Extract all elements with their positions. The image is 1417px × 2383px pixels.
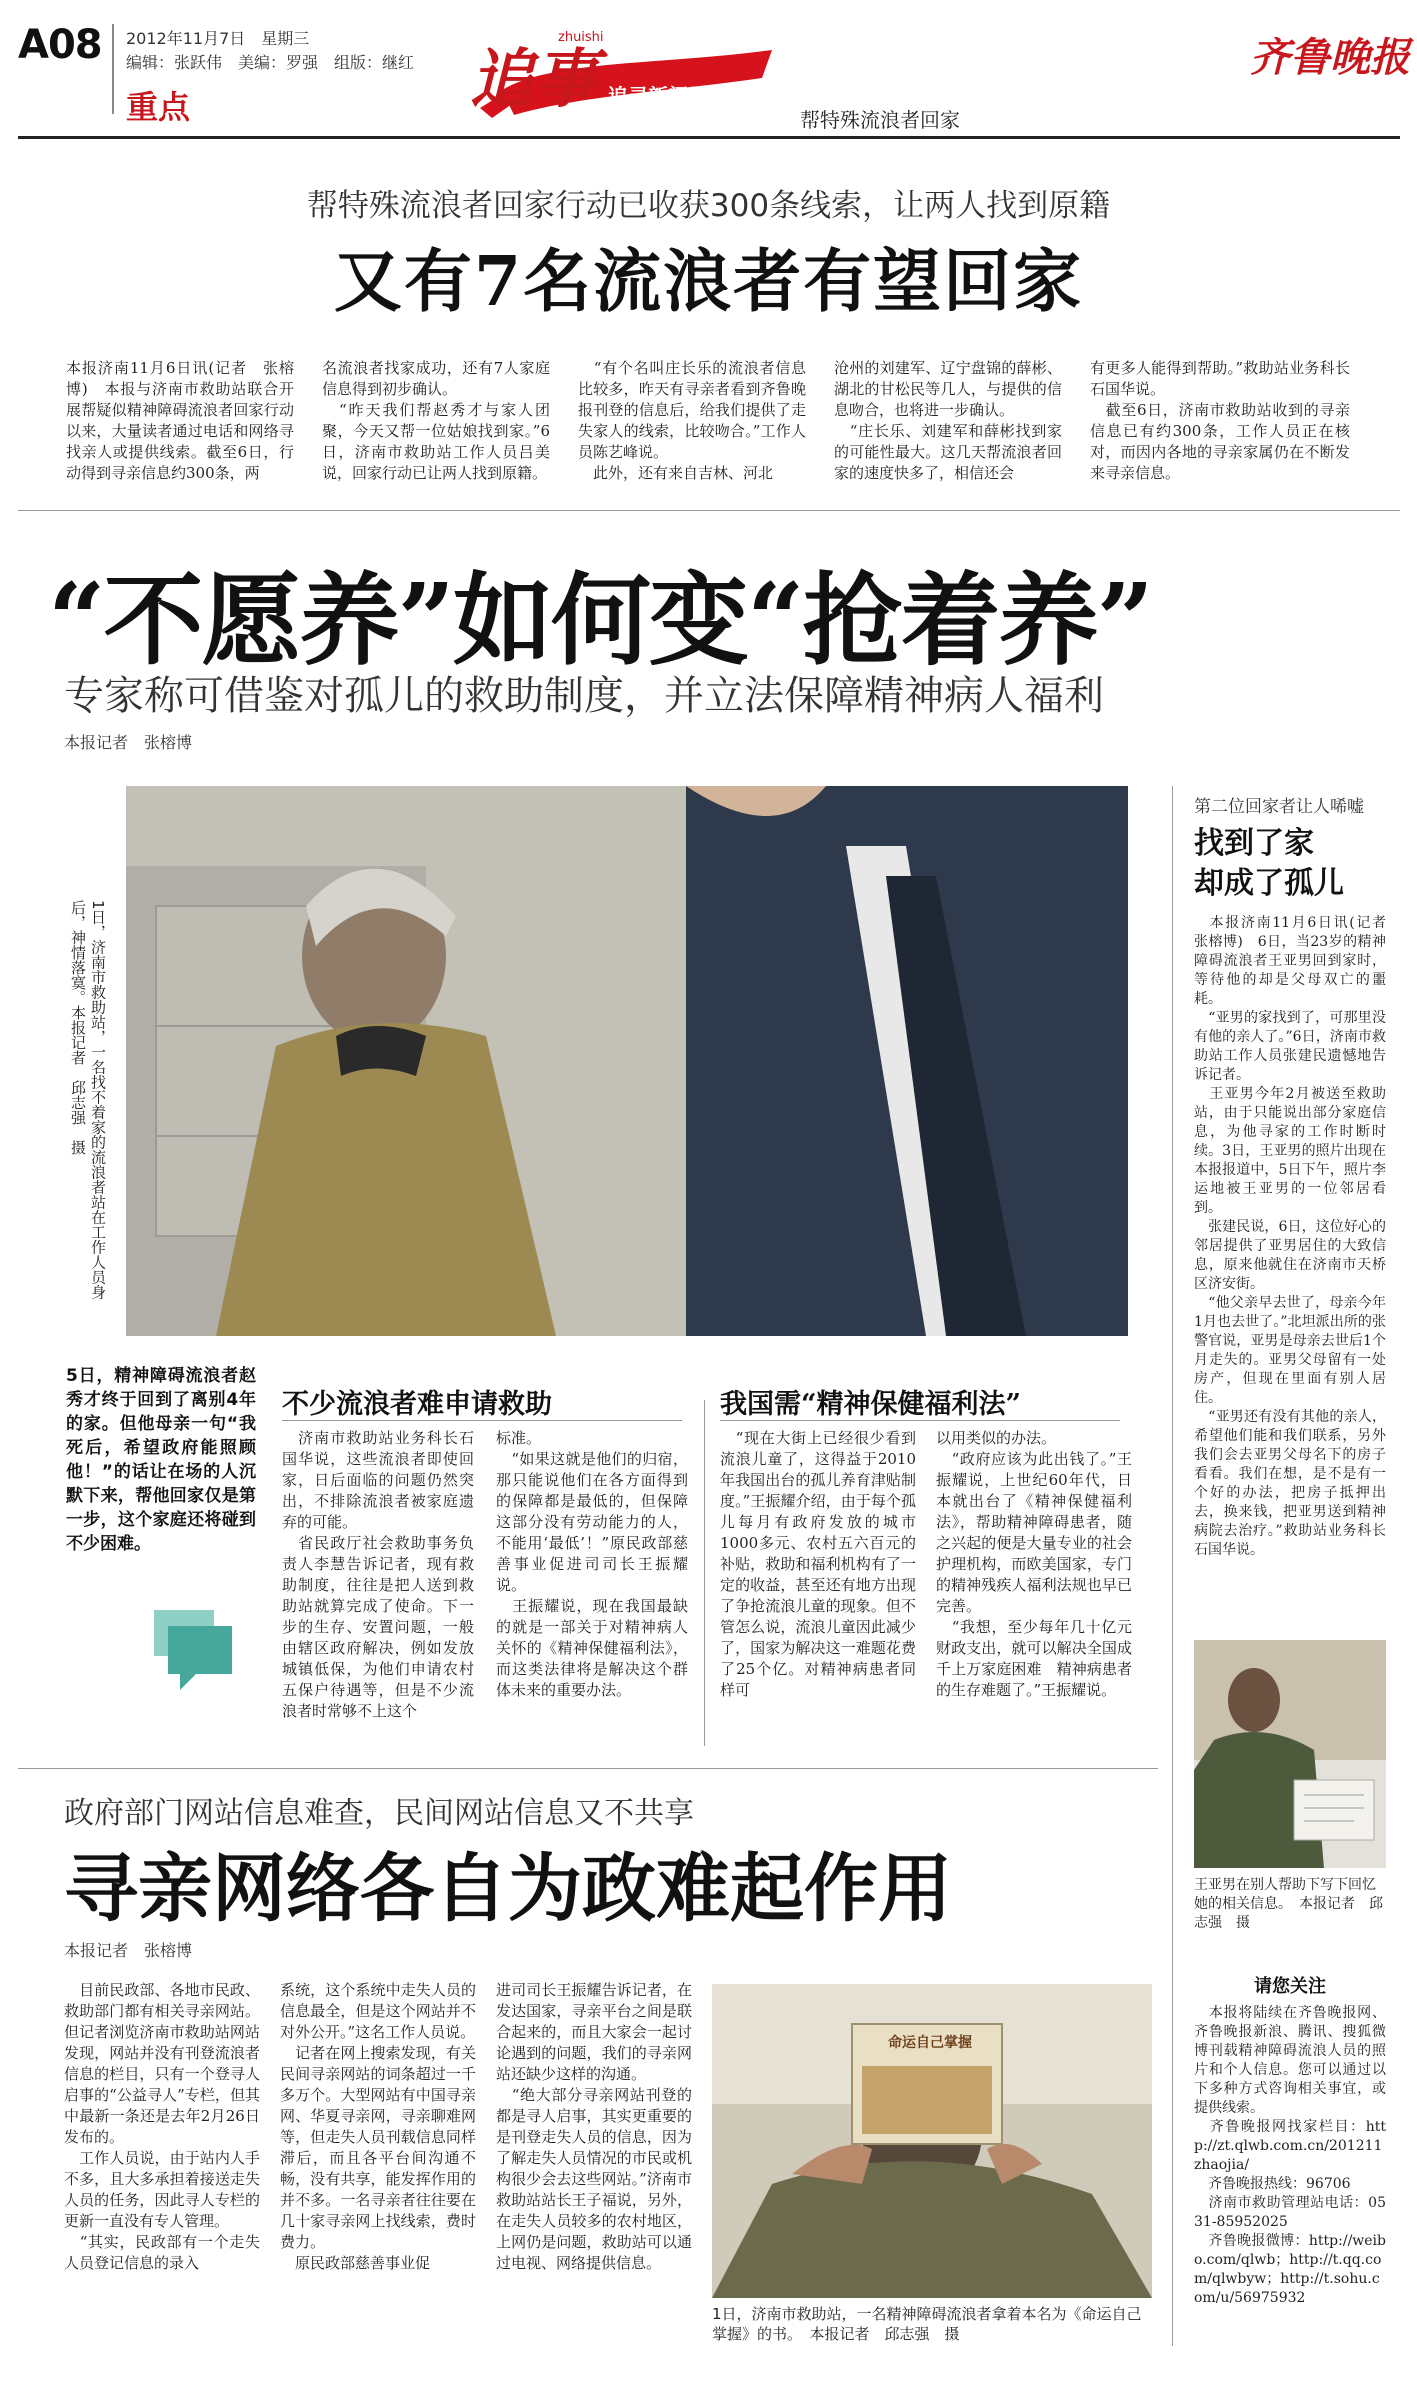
notice-body: 本报将陆续在齐鲁晚报网、齐鲁晚报新浪、腾讯、搜狐微博刊载精神障碍流浪人员的照片和个人信息。您可以通过以下多种方式咨询相关事宜，或提供线索。 齐鲁晚报网找家栏目：http://zt.qlwb.com.cn/201211zhaojia/ 齐鲁晚报热线：96706 济南市救助管理站电话：0531-85952025 齐鲁晚报微博：http://weibo.com/qlwb；http://t.qq.com/qlwbyw；http://t.sohu.com/u/56975932 <box>1194 2005 1386 2306</box>
story1-column-2: 名流浪者找家成功，还有7人家庭信息得到初步确认。 “昨天我们帮赵秀才与家人团聚，今天又帮一位姑娘找到家。”6日，济南市救助站工作人员吕美说，回家行动已让两人找到原籍。 <box>322 359 550 482</box>
notice-title: 请您关注 <box>1254 1976 1326 1997</box>
sidebar-kicker: 第二位回家者让人唏嘘 <box>1194 797 1364 817</box>
column-slogan: 追寻新闻尽头 <box>608 84 728 108</box>
column-pinyin: zhuishi <box>558 30 604 45</box>
date-line: 2012年11月7日 星期三 <box>126 29 310 48</box>
story3-photo-caption: 1日，济南市救助站，一名精神障碍流浪者拿着本名为《命运自己掌握》的书。 本报记者 邱志强 摄 <box>712 2305 1142 2343</box>
story2-column-divider <box>704 1400 705 1746</box>
editors-line: 编辑：张跃伟 美编：罗强 组版：继红 <box>126 53 415 72</box>
column-topic: 帮特殊流浪者回家 <box>800 108 960 132</box>
section-label: 重点 <box>126 88 191 126</box>
sub1-underline <box>282 1420 682 1421</box>
story1-bottom-rule <box>18 510 1400 511</box>
header-bottom-rule <box>18 136 1400 139</box>
story1-headline: 又有7名流浪者有望回家 <box>333 242 1084 322</box>
story3-column-2: 系统，这个系统中走失人员的信息最全，但是这个网站并不对外公开。”这名工作人员说。 记者在网上搜索发现，有关民间寻亲网站的词条超过一千多万个。大型网站有中国寻亲网、华夏寻亲网，寻亲聊难网等，但走失人员刊载信息同样滞后，而且各平台间沟通不畅，没有共享，能发挥作用的并不多。一名寻亲者往往要在几十家寻亲网上找线索，费时费力。 原民政部慈善事业促 <box>280 1981 476 2272</box>
main-photo <box>126 786 1128 1336</box>
header-divider <box>112 24 114 114</box>
story1-column-1: 本报济南11月6日讯(记者 张榕博) 本报与济南市救助站联合开展帮疑似精神障碍流浪者回家行动以来，大量读者通过电话和网络寻找亲人或提供线索。截至6日，行动得到寻亲信息约300条，两 <box>66 359 294 482</box>
story2-headline: “不愿养”如何变“抢着养” <box>48 561 1153 679</box>
story2-column-1: 济南市救助站业务科长石国华说，这些流浪者即使回家，日后面临的问题仍然突出，不排除流浪者被家庭遗弃的可能。 省民政厅社会救助事务负责人李慧告诉记者，现有救助制度，往往是把人送到救助站就算完成了使命。下一步的生存、安置问题，一般由辖区政府解决，例如发放城镇低保，为他们申请农村五保户待遇等，但是不少流浪者时常够不上这个 <box>282 1429 474 1720</box>
story3-headline: 寻亲网络各自为政难起作用 <box>64 1846 952 1932</box>
book-title: 命运自己掌握 <box>888 2035 972 2051</box>
page-number: A08 <box>18 22 102 68</box>
column-logo <box>462 20 782 130</box>
story1-column-4: 沧州的刘建军、辽宁盘锦的薛彬、湖北的甘松民等几人，与提供的信息吻合，也将进一步确认。 “庄长乐、刘建军和薛彬找到家的可能性最大。这几天帮流浪者回家的速度快多了，相信还会 <box>834 359 1062 482</box>
story3-kicker: 政府部门网站信息难查，民间网站信息又不共享 <box>64 1796 694 1831</box>
sidebar-divider <box>1172 786 1173 2346</box>
story1-column-3: “有个名叫庄长乐的流浪者信息比较多，昨天有寻亲者看到齐鲁晚报刊登的信息后，给我们提供了走失家人的线索，比较吻合。”工作人员陈艺峰说。 此外，还有来自吉林、河北 <box>578 359 806 482</box>
sidebar-title-2: 却成了孤儿 <box>1194 866 1344 901</box>
story1-kicker: 帮特殊流浪者回家行动已收获300条线索，让两人找到原籍 <box>306 188 1111 224</box>
photo-scene-icon <box>126 786 1128 1336</box>
story3-column-1: 目前民政部、各地市民政、救助部门都有相关寻亲网站。但记者浏览济南市救助站网站发现，网站并没有刊登流浪者信息的栏目，只有一个登寻人启事的“公益寻人”专栏，但其中最新一条还是去年2月26日发布的。 工作人员说，由于站内人手不多，且大多承担着接送走失人员的任务，因此寻人专栏的更新一直没有专人管理。 “其实，民政部有一个走失人员登记信息的录入 <box>64 1981 260 2272</box>
story3-byline: 本报记者 张榕博 <box>64 1941 193 1960</box>
story3-column-3: 进司司长王振耀告诉记者，在发达国家，寻亲平台之间是联合起来的，而且大家会一起讨论遇到的问题，我们的寻亲网站还缺少这样的沟通。 “绝大部分寻亲网站刊登的都是寻人启事，其实更重要的是刊登走失人员的信息，因为了解走失人员情况的市民或机构很少会去这些网站。”济南市救助站站长王子福说，另外，在走失人员较多的农村地区，上网仍是问题，救助站可以通过电视、网络提供信息。 <box>496 1981 692 2272</box>
sub2-underline <box>720 1420 1120 1421</box>
main-photo-caption: 1日，济南市救助站，一名找不着家的流浪者站在工作人员身后，神情落寞。本报记者 邱志强 摄 <box>69 900 107 1300</box>
sidebar-photo <box>1194 1640 1386 1868</box>
sidebar-title-1: 找到了家 <box>1194 826 1314 861</box>
story2-byline: 本报记者 张榕博 <box>64 733 193 752</box>
writing-scene-icon <box>1194 1640 1386 1868</box>
story2-subhead: 专家称可借鉴对孤儿的救助制度，并立法保障精神病人福利 <box>64 673 1104 719</box>
sidebar-photo-caption: 王亚男在别人帮助下写下回忆她的相关信息。 本报记者 邱志强 摄 <box>1194 1877 1383 1931</box>
story2-column-4: 以用类似的办法。 “政府应该为此出钱了。”王振耀说，上世纪60年代，日本就出台了《精神保健福利法》，帮助精神障碍患者，随之兴起的便是大量专业的社会护理机构，而欧美国家，专门的精神残疾人福利法规也早已完善。 “我想，至少每年几十亿元财政支出，就可以解决全国成千上万家庭困难 精神病患者的生存难题了。”王振耀说。 <box>936 1429 1132 1699</box>
story2-sub1-title: 不少流浪者难申请救助 <box>282 1389 552 1420</box>
story3-top-rule <box>18 1768 1158 1769</box>
story2-column-2: 标准。 “如果这就是他们的归宿，那只能说他们在各方面得到的保障都是最低的，但保障这部分没有劳动能力的人，不能用‘最低’！”原民政部慈善事业促进司司长王振耀说。 王振耀说，现在我国最缺的就是一部关于对精神病人关怀的《精神保健福利法》，而这类法律将是解决这个群体未来的重要办法。 <box>496 1429 688 1699</box>
sidebar-body: 本报济南11月6日讯(记者 张榕博) 6日，当23岁的精神障碍流浪者王亚男回到家时，等待他的却是父母双亡的噩耗。 “亚男的家找到了，可那里没有他的亲人了。”6日，济南市救助站工作人员张建民遗憾地告诉记者。 王亚男今年2月被送至救助站，由于只能说出部分家庭信息，为他寻家的工作时断时续。3日，王亚男的照片出现在本报报道中，5日下午，照片李运地被王亚男的一位邻居看到。 张建民说，6日，这位好心的邻居提供了亚男居住的大致信息，原来他就住在济南市天桥区济安街。 “他父亲早去世了，母亲今年1月也去世了。”北坦派出所的张警官说，亚男是母亲去世后1个月走失的。亚男父母留有一处房产，但现在里面有别人居住。 “亚男还有没有其他的亲人，希望他们能和我们联系，另外我们会去亚男父母名下的房子看看。我们在想，是不是有一个好的办法，把房子抵押出去，换来钱，把亚男送到精神病院去治疗。”救助站业务科长石国华说。 <box>1194 915 1386 1558</box>
story3-photo <box>712 1984 1152 2298</box>
speech-bubble-icon <box>150 1604 240 1694</box>
story2-column-3: “现在大街上已经很少看到流浪儿童了，这得益于2010年我国出台的孤儿养育津贴制度。”王振耀介绍，由于每个孤儿每月有政府发放的城市1000多元、农村五六百元的补贴，救助和福利机构有了一定的收益，甚至还有地方出现了争抢流浪儿童的现象。但不管怎么说，流浪儿童因此减少了，国家为解决这一难题花费了25个亿。对精神病患者同样可 <box>720 1429 916 1699</box>
story2-sub2-title: 我国需“精神保健福利法” <box>720 1389 1022 1420</box>
pull-quote: 5日，精神障碍流浪者赵秀才终于回到了离别4年的家。但他母亲一句“我死后，希望政府能照顾他！”的话让在场的人沉默下来，帮他回家仅是第一步，这个家庭还将碰到不少困难。 <box>66 1366 256 1554</box>
masthead: 齐鲁晚报 <box>1250 34 1410 81</box>
story1-column-5: 有更多人能得到帮助。”救助站业务科长石国华说。 截至6日，济南市救助站收到的寻亲信息已有约300条，工作人员正在核对，而因内各地的寻亲家属仍在不断发来寻亲信息。 <box>1090 359 1350 482</box>
column-logo-text: 追事 <box>470 42 598 117</box>
